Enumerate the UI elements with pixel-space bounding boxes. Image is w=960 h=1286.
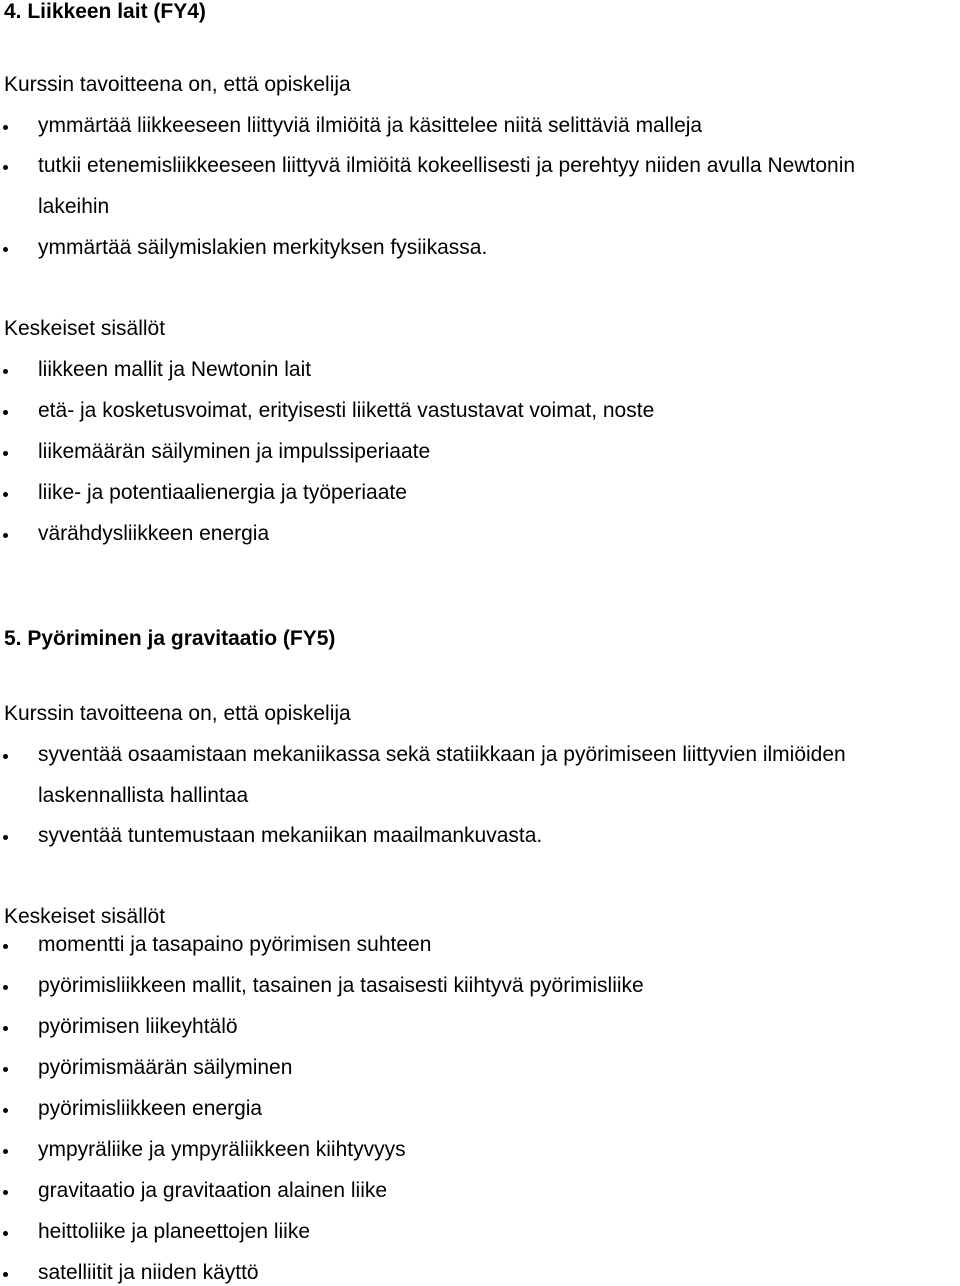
content-text: gravitaatio ja gravitaation alainen liike [38,1179,388,1202]
content-item [0,1261,960,1285]
goal-text: syventää osaamistaan mekaniikassa sekä statiikkaan ja pyörimiseen liittyvien ilmiöiden [38,743,846,766]
content-text: pyörimisliikkeen mallit, tasainen ja tasaisesti kiihtyvä pyörimisliike [38,974,644,997]
bullet-icon [3,1190,8,1195]
bullet-icon [3,165,8,170]
bullet-icon [3,125,8,130]
goal-continuation: laskennallista hallintaa [38,784,249,807]
bullet-icon [3,985,8,990]
bullet-icon [3,533,8,538]
goal-item [0,154,960,178]
content-item [0,1097,960,1121]
content-text: ympyräliike ja ympyräliikkeen kiihtyvyys [38,1138,406,1161]
content-item [0,1179,960,1203]
goals-intro: Kurssin tavoitteena on, että opiskelija [4,73,351,96]
bullet-icon [3,369,8,374]
goal-item [0,114,960,138]
bullet-icon [3,835,8,840]
content-item [0,1056,960,1080]
section-heading: 4. Liikkeen lait (FY4) [4,0,206,23]
goal-text: syventää tuntemustaan mekaniikan maailmankuvasta. [38,824,543,847]
content-item [0,1015,960,1039]
content-text: liikemäärän säilyminen ja impulssiperiaate [38,440,431,463]
goal-text: ymmärtää liikkeeseen liittyviä ilmiöitä ja käsittelee niitä selittäviä malleja [38,114,703,137]
content-item [0,399,960,423]
goal-item [0,824,960,848]
content-item [0,1220,960,1244]
content-text: liike- ja potentiaalienergia ja työperiaate [38,481,407,504]
content-item [0,974,960,998]
content-text: heittoliike ja planeettojen liike [38,1220,311,1243]
content-item [0,481,960,505]
bullet-icon [3,451,8,456]
goal-item [0,743,960,767]
bullet-icon [3,410,8,415]
bullet-icon [3,247,8,252]
goal-continuation: lakeihin [38,195,110,218]
bullet-icon [3,1108,8,1113]
content-item [0,933,960,957]
contents-intro: Keskeiset sisällöt [4,317,166,340]
bullet-icon [3,1149,8,1154]
content-item [0,440,960,464]
goal-text: ymmärtää säilymislakien merkityksen fysiikassa. [38,236,488,259]
goal-text: tutkii etenemisliikkeeseen liittyvä ilmiöitä kokeellisesti ja perehtyy niiden avulla Newtonin [38,154,856,177]
content-item [0,1138,960,1162]
bullet-icon [3,944,8,949]
bullet-icon [3,1272,8,1277]
bullet-icon [3,1231,8,1236]
content-item [0,358,960,382]
bullet-icon [3,1067,8,1072]
contents-intro: Keskeiset sisällöt [4,905,166,928]
content-text: värähdysliikkeen energia [38,522,270,545]
content-text: momentti ja tasapaino pyörimisen suhteen [38,933,432,956]
bullet-icon [3,492,8,497]
goal-item [0,236,960,260]
goals-intro: Kurssin tavoitteena on, että opiskelija [4,702,351,725]
content-text: pyörimismäärän säilyminen [38,1056,293,1079]
section-heading: 5. Pyöriminen ja gravitaatio (FY5) [4,627,336,650]
content-item [0,522,960,546]
content-text: satelliitit ja niiden käyttö [38,1261,259,1284]
bullet-icon [3,1026,8,1031]
content-text: pyörimisliikkeen energia [38,1097,263,1120]
content-text: liikkeen mallit ja Newtonin lait [38,358,312,381]
bullet-icon [3,754,8,759]
content-text: pyörimisen liikeyhtälö [38,1015,238,1038]
content-text: etä- ja kosketusvoimat, erityisesti liikettä vastustavat voimat, noste [38,399,655,422]
